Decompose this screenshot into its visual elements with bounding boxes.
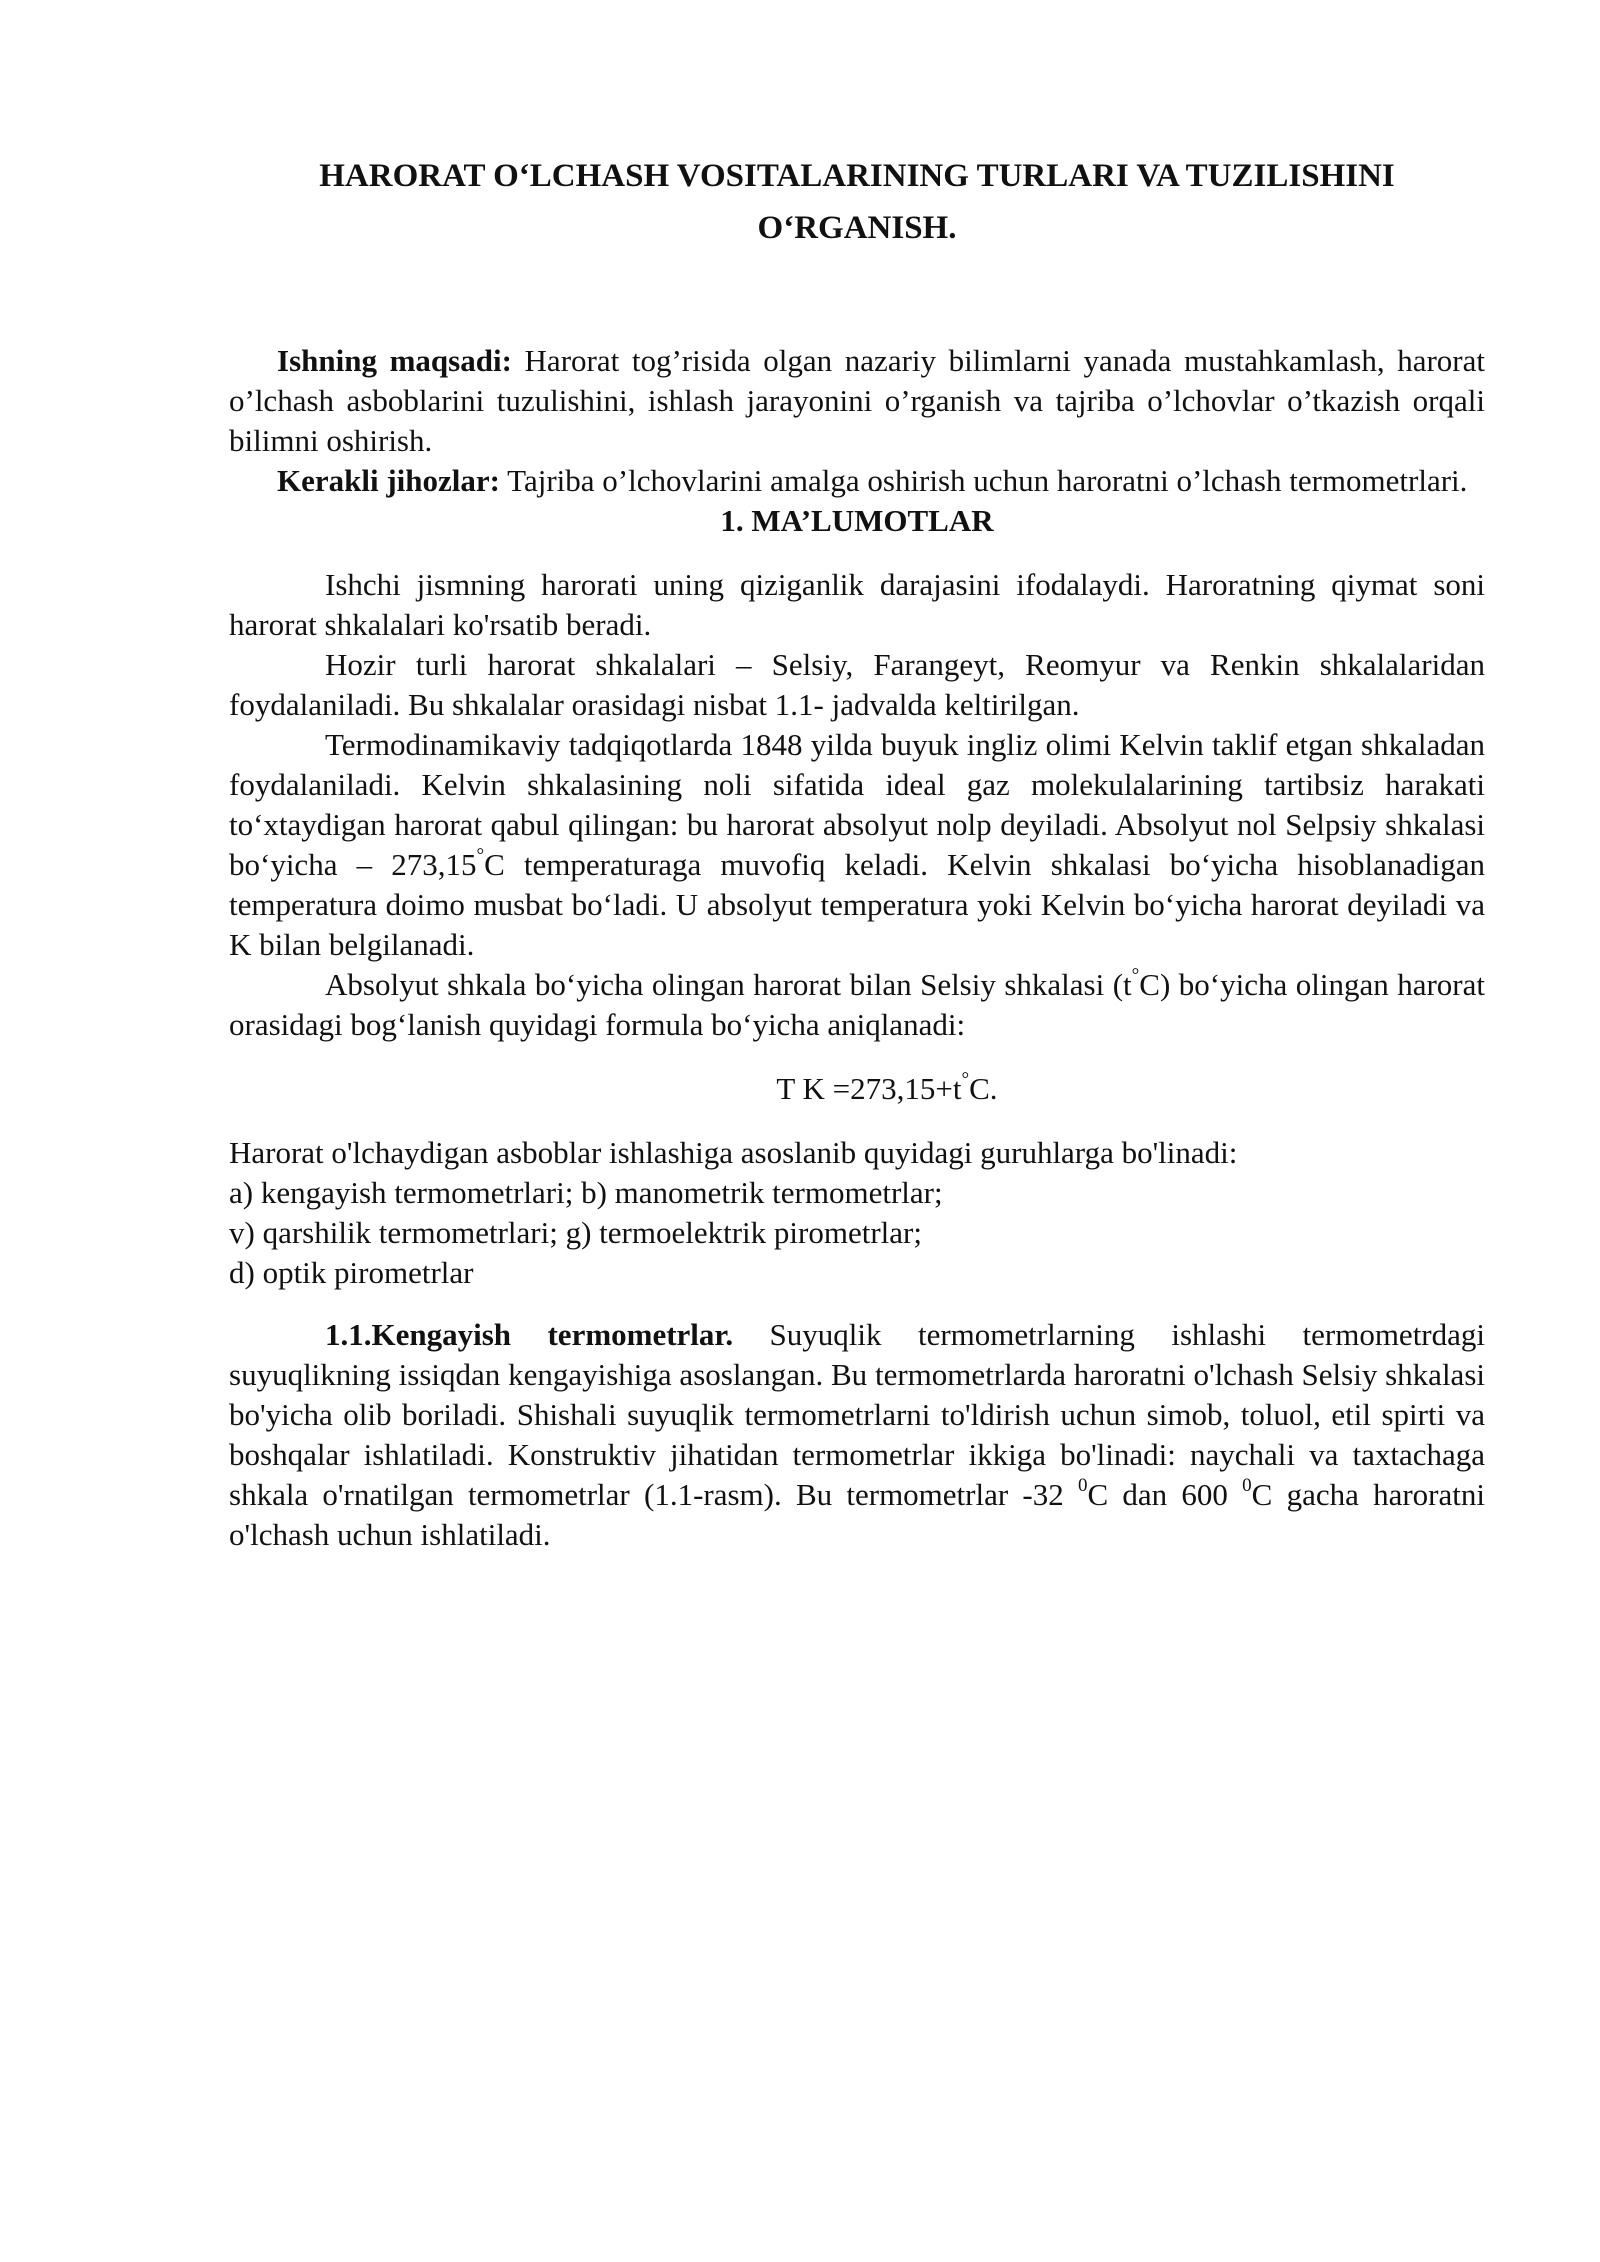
kengayish-text-part1: Suyuqlik termometrlarning ishlashi termometrdagi suyuqlikning issiqdan kengayishiga asoslangan. Bu termometrlarda haroratni o'lchash Selsiy shkalasi bo'yicha olib boriladi. Shishali suyuqlik termometrlarni to'ldirish uchun simob, toluol, etil spirti va boshqalar ishlatiladi. Konstruktiv jihatidan termometrlar ikkiga bo'linadi: naychali va taxtachaga shkala o'rnatilgan termometrlar (1.1-rasm). Bu termometrlar -32 bbox=[229, 1317, 1485, 1512]
superscript-zero: 0 bbox=[1242, 1475, 1252, 1496]
degree-sign: ° bbox=[961, 1069, 970, 1090]
paragraph-scales: Hozir turli harorat shkalalari – Selsiy, Farangeyt, Reomyur va Renkin shkalalaridan foydalaniladi. Bu shkalalar orasidagi nisbat 1.1- jadvalda keltirilgan. bbox=[229, 647, 1485, 722]
goal-label: Ishning maqsadi: bbox=[277, 343, 512, 378]
paragraph-harorat-definition: Ishchi jismning harorati uning qiziganlik darajasini ifodalaydi. Haroratning qiymat soni harorat shkalalari ko'rsatib beradi. bbox=[229, 567, 1485, 642]
document-page bbox=[229, 150, 1485, 1555]
relation-text-part1: Absolyut shkala bo‘yicha olingan harorat bilan Selsiy shkalasi (t bbox=[325, 967, 1132, 1002]
groups-intro: Harorat o'lchaydigan asboblar ishlashiga asoslanib quyidagi guruhlarga bo'linadi: bbox=[229, 1135, 1238, 1170]
equipment-paragraph bbox=[229, 461, 1485, 501]
equipment-text: Tajriba o’lchovlarini amalga oshirish uchun haroratni o’lchash termometrlari. bbox=[499, 463, 1468, 498]
kelvin-text-part2: C temperaturaga muvofiq keladi. Kelvin shkalasi bo‘yicha hisoblanadigan temperatura doimo musbat bo‘ladi. U absolyut temperatura yoki Kelvin bo‘yicha harorat deyiladi va K bilan belgilanadi. bbox=[229, 847, 1485, 962]
instrument-groups bbox=[229, 1133, 1485, 1293]
equipment-label: Kerakli jihozlar: bbox=[277, 463, 500, 498]
kengayish-text-part3: C gacha haroratni o'lchash uchun ishlatiladi. bbox=[229, 1477, 1485, 1552]
degree-sign: ° bbox=[1131, 965, 1140, 986]
kelvin-text-part1: Termodinamikaviy tadqiqotlarda 1848 yilda buyuk ingliz olimi Kelvin taklif etgan shkaladan foydalaniladi. Kelvin shkalasining noli sifatida ideal gaz molekulalarining tartibsiz harakati to‘xtaydigan harorat qabul qilingan: bu harorat absolyut nolp deyiladi. Absolyut nol Selpsiy shkalasi bo‘yicha – 273,15 bbox=[229, 727, 1485, 882]
paragraph-kengayish bbox=[229, 1315, 1485, 1555]
goal-text: Harorat tog’risida olgan nazariy bilimlarni yanada mustahkamlash, harorat o’lchash asboblarini tuzulishini, ishlash jarayonini o’rganish va tajriba o’lchovlar o’tkazish orqali bilimni oshirish. bbox=[229, 343, 1485, 458]
section-heading-malumotlar: 1. MA’LUMOTLAR bbox=[720, 503, 994, 538]
section-heading-kengayish: 1.1.Kengayish termometrlar. bbox=[325, 1317, 734, 1352]
relation-text-part2: C) bo‘yicha olingan harorat orasidagi bog‘lanish quyidagi formula bo‘yicha aniqlanadi: bbox=[229, 967, 1485, 1042]
formula-part1: T K =273,15+t bbox=[776, 1071, 962, 1106]
degree-sign: ° bbox=[476, 845, 485, 866]
kengayish-text-part2: C dan 600 bbox=[1087, 1477, 1243, 1512]
goal-paragraph bbox=[229, 341, 1485, 461]
formula bbox=[229, 1069, 1485, 1109]
formula-part2: C. bbox=[969, 1071, 998, 1106]
paragraph-kelvin bbox=[229, 725, 1485, 965]
paragraph-relation bbox=[229, 965, 1485, 1045]
groups-line: d) optik pirometrlar bbox=[229, 1255, 474, 1290]
groups-line: v) qarshilik termometrlari; g) termoelektrik pirometrlar; bbox=[229, 1215, 922, 1250]
groups-line: a) kengayish termometrlari; b) manometrik termometrlar; bbox=[229, 1175, 943, 1210]
superscript-zero: 0 bbox=[1078, 1475, 1088, 1496]
page-title: HARORAT O‘LCHASH VOSITALARINING TURLARI VA TUZILISHINI O‘RGANISH. bbox=[319, 158, 1395, 246]
